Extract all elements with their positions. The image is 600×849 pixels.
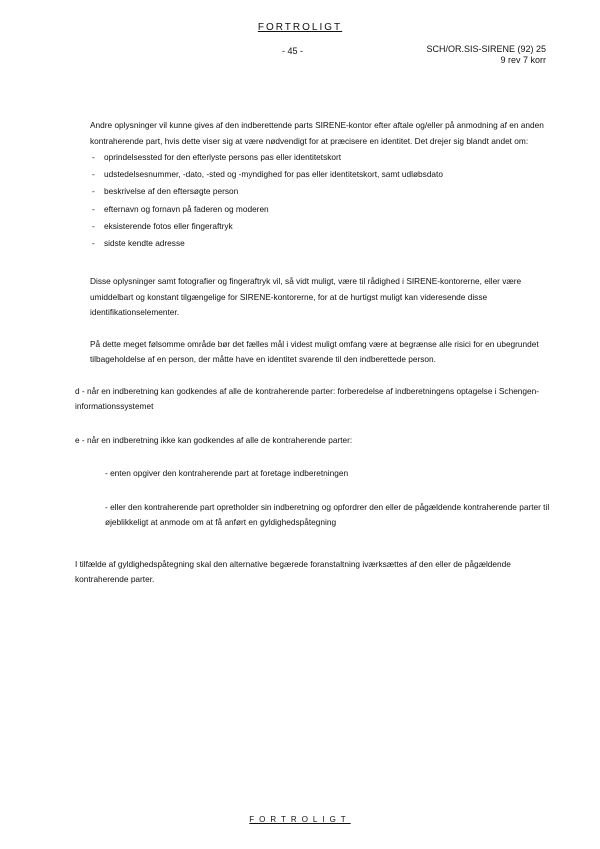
item-e-sub-1: - enten opgiver den kontraherende part at foretage indberetningen — [105, 468, 349, 479]
reference-line-2: 9 rev 7 korr — [500, 55, 546, 65]
paragraph-availability: Disse oplysninger samt fotografier og fingeraftryk vil, så vidt muligt, være til rådighed i SIRENE-kontorerne, eller være umiddelbart og konstant tilgængelige for SIRENE-kontorerne, for at de hurtigst muligt kan videresende disse identifikationselementer. — [90, 276, 522, 318]
bullet-item: - udstedelsesnummer, -dato, -sted og -myndighed for pas eller identitetskort, samt udløbsdato — [90, 166, 550, 183]
page-number: - 45 - — [282, 46, 304, 56]
document-reference — [408, 44, 546, 66]
intro-paragraph: Andre oplysninger vil kunne gives af den indberettende parts SIRENE-kontor efter aftale og/eller på anmodning af en anden kontraherende part, hvis dette viser sig at være nødvendigt for at præcisere en identitet. Det drejer sig blandt andet om: — [90, 120, 544, 146]
item-d: d - når en indberetning kan godkendes af alle de kontraherende parter: forberedelse af indberetningens optagelse i Schengen-informationssystemet — [75, 385, 540, 412]
bullet-item: - beskrivelse af den eftersøgte person — [90, 183, 550, 200]
classification-header: FORTROLIGT — [257, 22, 343, 33]
classification-footer: FORTROLIGT — [249, 815, 351, 824]
item-e: e - når en indberetning ikke kan godkendes af alle de kontraherende parter: — [75, 434, 353, 445]
paragraph-risk: På dette meget følsomme område bør det fælles mål i videst muligt omfang være at begrænse alle risici for en ubegrundet tilbageholdelse af en person, der måtte have en identitet svarende til den indberettede person. — [90, 338, 539, 365]
item-e-sub-2: - eller den kontraherende part opretholder sin indberetning og opfordrer den eller de pågældende kontraherende parter til øjeblikkeligt at anmode om at få anført en gyldighedspåtegning — [105, 501, 550, 528]
bullet-item: - efternavn og fornavn på faderen og moderen — [90, 201, 550, 218]
document-body — [75, 118, 550, 588]
bullet-item: - oprindelsessted for den efterlyste persons pas eller identitetskort — [90, 149, 550, 166]
bullet-item: - eksisterende fotos eller fingeraftryk — [90, 218, 550, 235]
bullet-item: - sidste kendte adresse — [90, 235, 550, 252]
reference-line-1: SCH/OR.SIS-SIRENE (92) 25 — [426, 44, 546, 54]
info-bullet-list — [90, 149, 550, 252]
closing-paragraph: I tilfælde af gyldighedspåtegning skal den alternative begærede foranstaltning iværksættes af den eller de pågældende kontraherende parter. — [75, 558, 511, 585]
